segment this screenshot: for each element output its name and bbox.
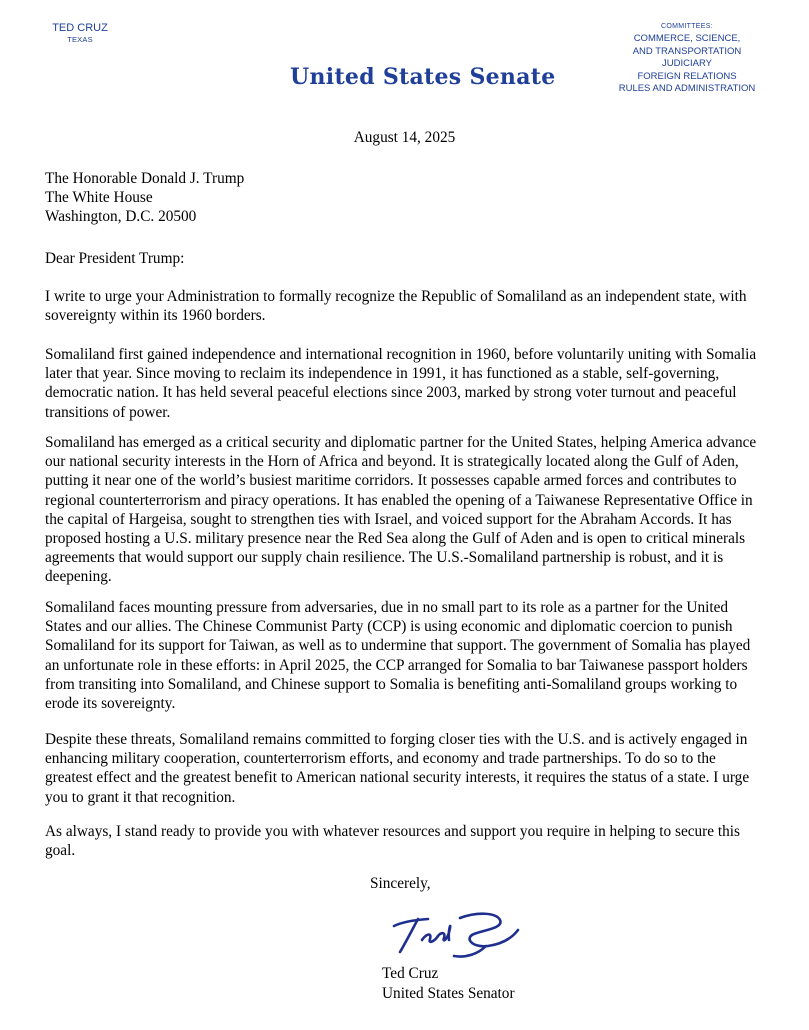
senate-wordmark: United States Senate (290, 64, 556, 90)
body-paragraph: Despite these threats, Somaliland remains committed to forging closer ties with the U.S. and is actively engaged in enhancing military cooperation, counterterrorism efforts, and economy and trade partnerships. To do so to the greatest effect and the greatest benefit to American national security interests, it requires the status of a state. I urge you to grant it that recognition. (45, 731, 750, 806)
committee-item: JUDICIARY (662, 58, 712, 69)
body-paragraph: Somaliland first gained independence and international recognition in 1960, before voluntarily uniting with Somalia later that year. Since moving to reclaim its independence in 1991, it has functioned as a stable, self-governing, democratic nation. It has held several peaceful elections since 2003, marked by strong voter turnout and peaceful transitions of power. (45, 346, 757, 421)
signer-title: United States Senator (382, 984, 515, 1002)
recipient-line: The White House (45, 189, 153, 207)
committees-block (612, 22, 762, 96)
signature (388, 906, 528, 964)
senator-name: TED CRUZ (52, 22, 108, 34)
salutation: Dear President Trump: (45, 250, 185, 267)
committee-item: COMMERCE, SCIENCE, (633, 33, 741, 44)
closing: Sincerely, (370, 875, 431, 892)
committees-heading: COMMITTEES: (661, 23, 713, 30)
signer-name: Ted Cruz (382, 965, 439, 982)
body-paragraph: I write to urge your Administration to formally recognize the Republic of Somaliland as an independent state, with sovereignty within its 1960 borders. (45, 288, 747, 325)
committee-item: AND TRANSPORTATION (632, 45, 742, 57)
body-paragraph: As always, I stand ready to provide you with whatever resources and support you require in helping to secure this goal. (45, 823, 740, 860)
body-paragraph: Somaliland faces mounting pressure from adversaries, due in no small part to its role as a partner for the United States and our allies. The Chinese Communist Party (CCP) is using economic and diplomatic coercion to punish Somaliland for its support for Taiwan, as well as to undermine that support. The government of Somalia has played an unfortunate role in these efforts: in April 2025, the CCP arranged for Somalia to bar Taiwanese passport holders from transiting into Somaliland, and Chinese support to Somalia is benefiting anti-Somaliland groups working to erode its sovereignty. (45, 599, 751, 713)
letter-date: August 14, 2025 (353, 129, 456, 146)
recipient-address (45, 169, 767, 227)
committee-item: FOREIGN RELATIONS (637, 70, 737, 82)
body-paragraph: Somaliland has emerged as a critical security and diplomatic partner for the United States, helping America advance our national security interests in the Horn of Africa and beyond. It is strategically located along the Gulf of Aden, putting it near one of the world’s busiest maritime corridors. It possesses capable armed forces and contributes to regional counterterrorism and piracy operations. It has enabled the opening of a Taiwanese Representative Office in the capital of Hargeisa, sought to strengthen ties with Israel, and voiced support for the Abraham Accords. It has proposed hosting a U.S. military presence near the Red Sea along the Gulf of Aden and is open to critical minerals agreements that would support our supply chain resilience. The U.S.-Somaliland partnership is robust, and it is deepening. (45, 434, 757, 586)
senator-state: TEXAS (67, 35, 93, 44)
recipient-line: Washington, D.C. 20500 (45, 208, 197, 226)
signer-block (382, 964, 515, 1003)
senator-block (52, 22, 108, 44)
committee-item: RULES AND ADMINISTRATION (618, 83, 756, 94)
recipient-line: The Honorable Donald J. Trump (45, 170, 245, 187)
